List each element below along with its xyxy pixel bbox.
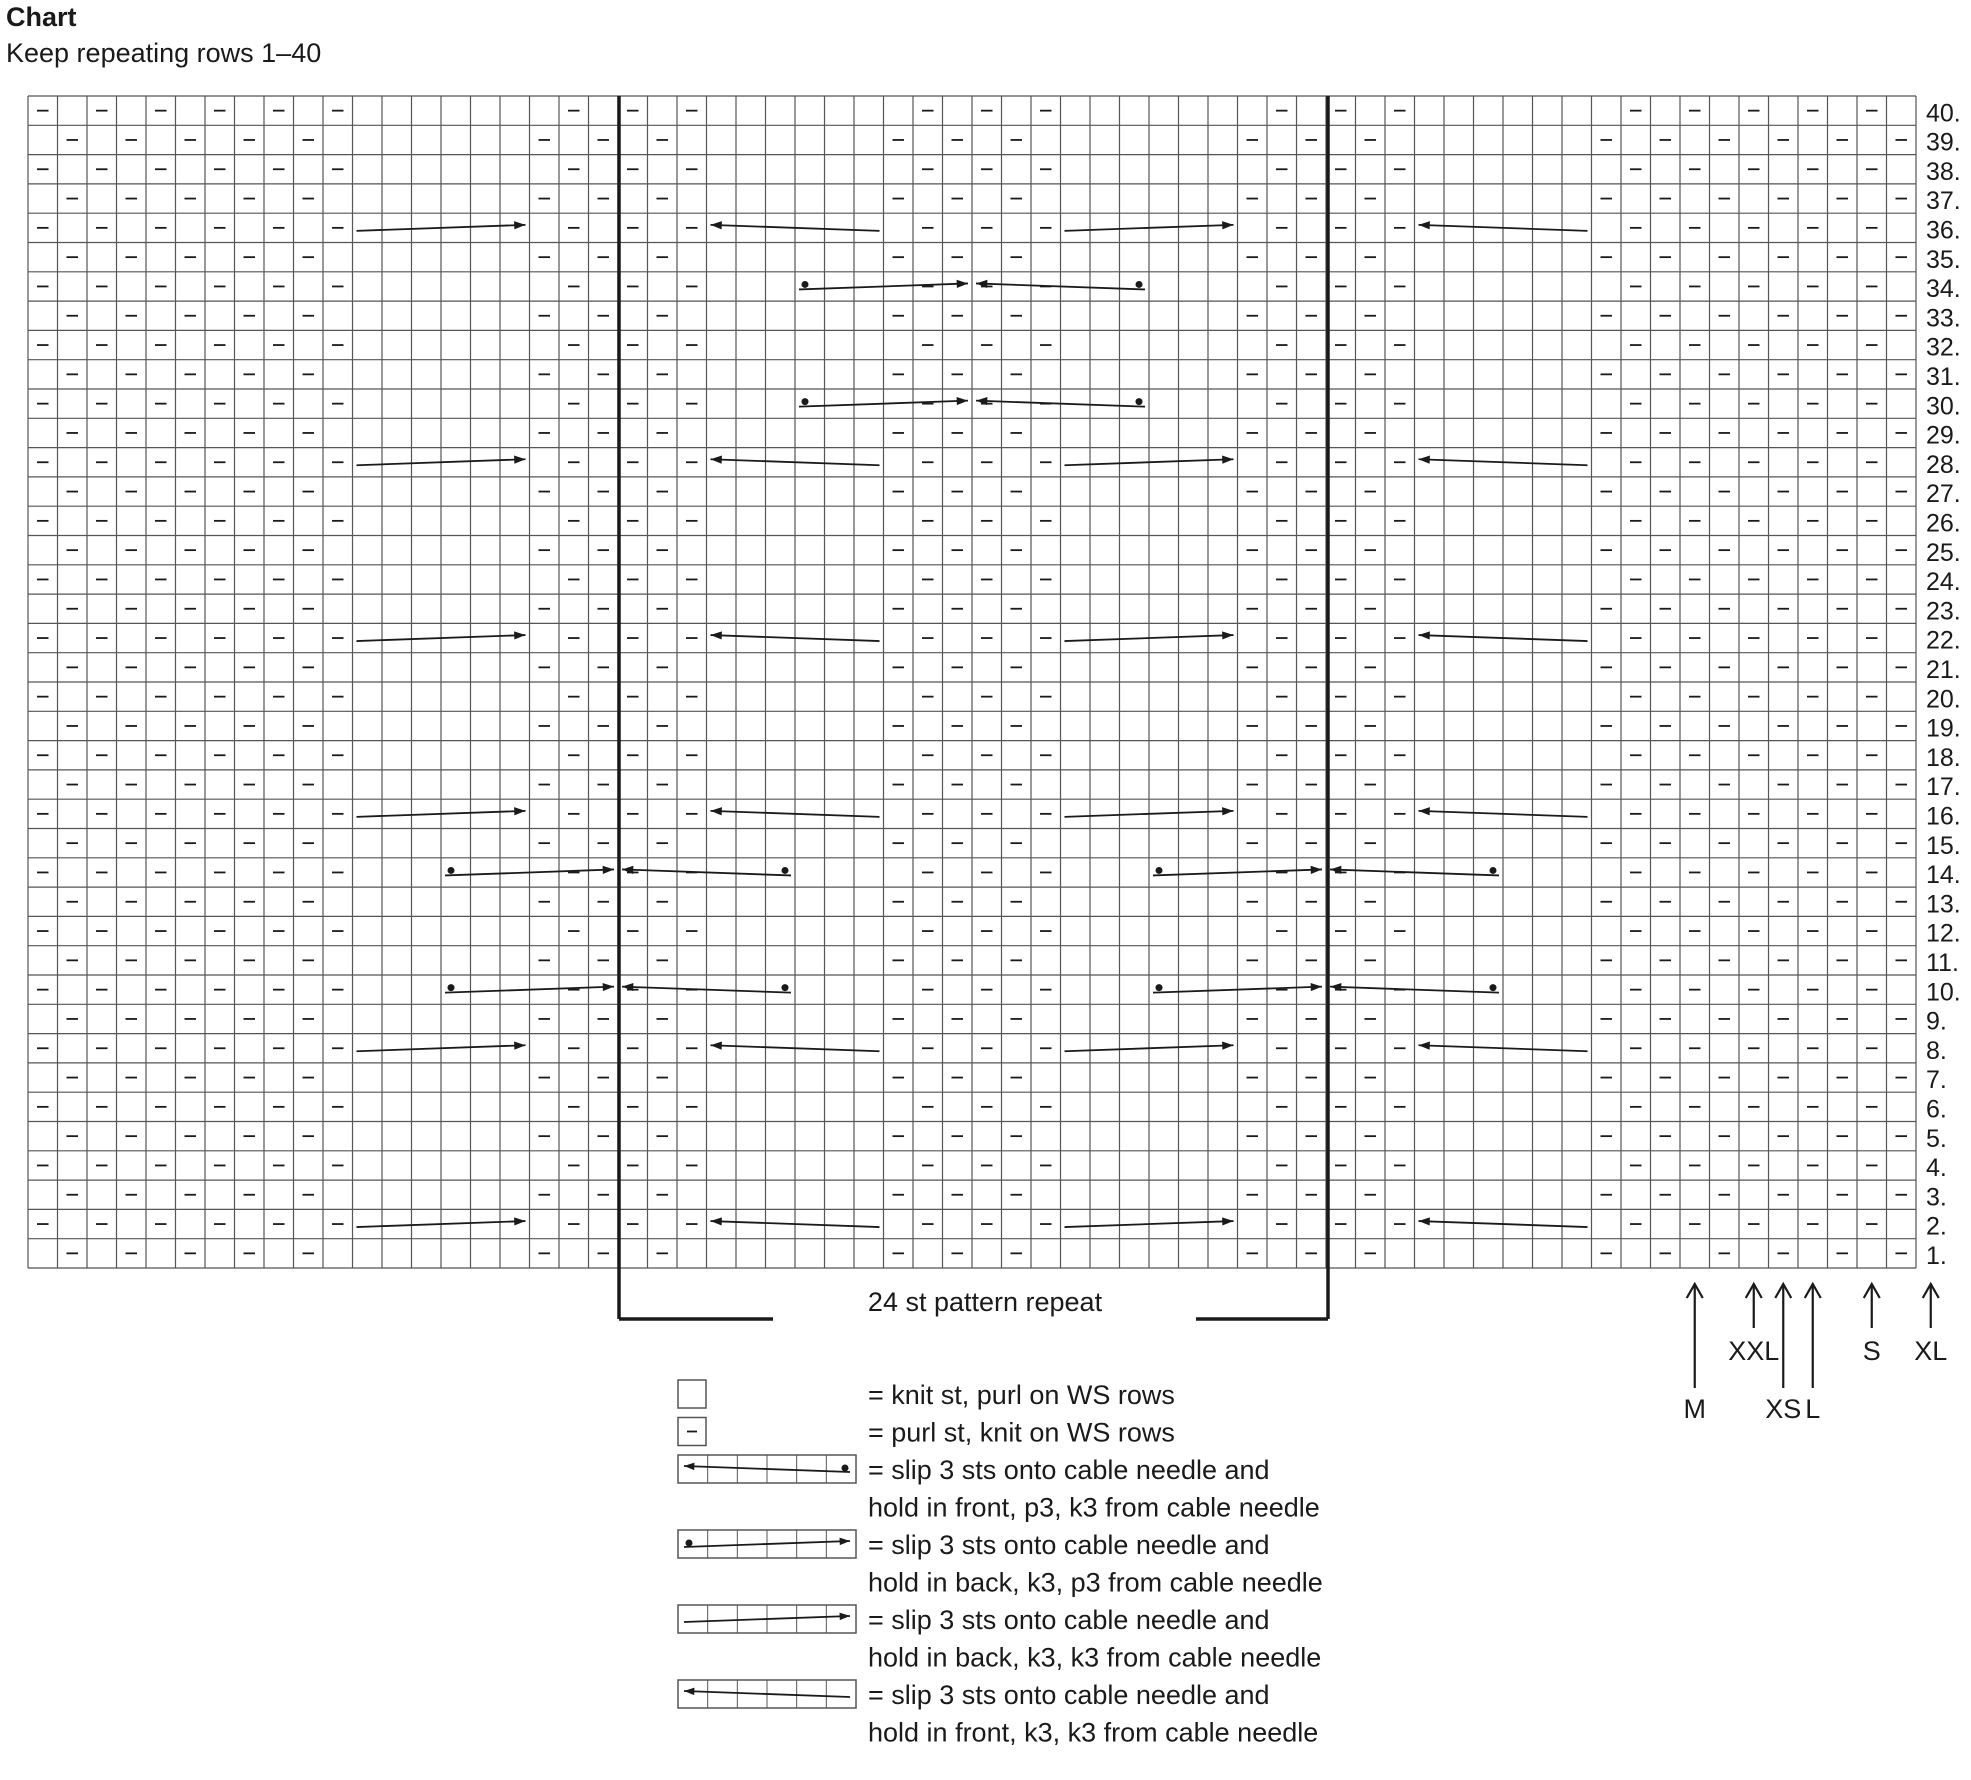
- cable-dot: [448, 867, 455, 874]
- row-number: 1.: [1926, 1242, 1947, 1270]
- row-number: 29.: [1926, 421, 1961, 450]
- cable-dot: [1156, 867, 1163, 874]
- size-label: S: [1862, 1336, 1881, 1366]
- cable-arrowhead: [514, 631, 525, 639]
- legend-text: hold in back, k3, p3 from cable needle: [868, 1567, 1323, 1598]
- row-number: 23.: [1926, 597, 1961, 626]
- row-number: 15.: [1926, 831, 1961, 860]
- cable-arrowhead: [514, 456, 525, 464]
- size-label: M: [1683, 1394, 1706, 1424]
- cable-arrowhead: [1419, 456, 1430, 464]
- legend-text: = slip 3 sts onto cable needle and: [868, 1530, 1270, 1560]
- cable-arrowhead: [1222, 1042, 1233, 1050]
- legend-text: = purl st, knit on WS rows: [868, 1417, 1175, 1448]
- cable-arrowhead: [711, 1042, 722, 1050]
- cable-dot: [802, 281, 809, 288]
- cable-arrowhead: [711, 807, 722, 815]
- row-number: 12.: [1926, 919, 1961, 948]
- row-number: 40.: [1926, 99, 1961, 128]
- cable-dot: [1490, 867, 1497, 874]
- row-number: 20.: [1926, 685, 1961, 714]
- row-number: 33.: [1926, 304, 1961, 333]
- legend: [678, 1380, 1323, 1748]
- row-number: 39.: [1926, 128, 1961, 157]
- row-number: 38.: [1926, 157, 1961, 186]
- stitch-grid: [28, 96, 1916, 1268]
- row-number: 7.: [1926, 1066, 1947, 1095]
- row-number: 32.: [1926, 333, 1961, 362]
- cable-dot: [448, 984, 455, 991]
- cable-dot: [1156, 984, 1163, 991]
- legend-cable-arrowhead: [684, 1688, 694, 1696]
- cable-dot: [1136, 398, 1143, 405]
- cable-arrowhead: [711, 456, 722, 464]
- size-label: XS: [1765, 1394, 1802, 1424]
- row-number: 27.: [1926, 480, 1961, 509]
- row-number: 37.: [1926, 187, 1961, 216]
- legend-text: = slip 3 sts onto cable needle and: [868, 1605, 1270, 1635]
- cable-arrowhead: [514, 1217, 525, 1225]
- cable-arrowhead: [1222, 221, 1233, 229]
- cable-arrowhead: [711, 1217, 722, 1225]
- cable-arrowhead: [514, 807, 525, 815]
- cable-arrowhead: [1222, 631, 1233, 639]
- cable-arrowhead: [514, 221, 525, 229]
- legend-text: hold in back, k3, k3 from cable needle: [868, 1642, 1322, 1673]
- cable-dot: [782, 984, 789, 991]
- row-number: 5.: [1926, 1124, 1947, 1153]
- legend-cable-dot: [842, 1465, 849, 1472]
- cable-dot: [802, 398, 809, 405]
- legend-text: hold in front, k3, k3 from cable needle: [868, 1717, 1319, 1748]
- row-number: 24.: [1926, 568, 1961, 597]
- pattern-repeat-bracket: [619, 96, 1328, 1319]
- cable-arrowhead: [1222, 456, 1233, 464]
- cable-arrowhead: [1419, 221, 1430, 229]
- cable-arrowhead: [1419, 631, 1430, 639]
- cable-dot: [1490, 984, 1497, 991]
- cable-arrowhead: [1222, 807, 1233, 815]
- repeat-label: 24 st pattern repeat: [867, 1287, 1103, 1317]
- row-number: 10.: [1926, 978, 1961, 1007]
- chart-subtitle: Keep repeating rows 1–40: [6, 38, 322, 68]
- row-number: 14.: [1926, 861, 1961, 890]
- row-number: 22.: [1926, 626, 1961, 655]
- cable-arrowhead: [1311, 866, 1322, 874]
- row-numbers: [1926, 99, 1961, 1270]
- cable-arrowhead: [603, 866, 614, 874]
- size-label: XXL: [1728, 1336, 1780, 1366]
- row-number: 2.: [1926, 1212, 1947, 1241]
- legend-text: = slip 3 sts onto cable needle and: [868, 1680, 1270, 1710]
- cable-arrowhead: [514, 1042, 525, 1050]
- row-number: 11.: [1926, 949, 1959, 977]
- legend-text: = knit st, purl on WS rows: [868, 1380, 1175, 1410]
- row-number: 9.: [1926, 1007, 1947, 1036]
- cable-arrowhead: [1419, 807, 1430, 815]
- row-number: 4.: [1926, 1154, 1947, 1183]
- row-number: 3.: [1926, 1183, 1947, 1212]
- legend-cable-arrowhead: [840, 1538, 850, 1546]
- cable-arrowhead: [603, 983, 614, 991]
- legend-text: = slip 3 sts onto cable needle and: [868, 1455, 1270, 1485]
- row-number: 16.: [1926, 802, 1961, 831]
- cable-arrowhead: [957, 397, 968, 405]
- cable-arrowhead: [1311, 983, 1322, 991]
- row-number: 17.: [1926, 773, 1961, 802]
- legend-knit-box: [678, 1380, 706, 1408]
- size-label: XL: [1914, 1336, 1948, 1366]
- row-number: 31.: [1926, 363, 1961, 391]
- size-label: L: [1805, 1394, 1821, 1424]
- row-number: 36.: [1926, 216, 1961, 245]
- size-markers: [1684, 1284, 1948, 1424]
- row-number: 13.: [1926, 890, 1961, 919]
- cable-dot: [782, 867, 789, 874]
- cable-dot: [1136, 281, 1143, 288]
- legend-cable-arrowhead: [840, 1613, 850, 1621]
- row-number: 30.: [1926, 392, 1961, 421]
- cable-arrowhead: [711, 221, 722, 229]
- row-number: 28.: [1926, 450, 1961, 479]
- row-number: 6.: [1926, 1095, 1947, 1124]
- cable-arrowhead: [1222, 1217, 1233, 1225]
- cable-arrowhead: [711, 631, 722, 639]
- row-number: 34.: [1926, 275, 1961, 304]
- row-number: 19.: [1926, 714, 1961, 743]
- row-number: 21.: [1926, 656, 1961, 684]
- legend-text: hold in front, p3, k3 from cable needle: [868, 1492, 1320, 1523]
- row-number: 35.: [1926, 245, 1961, 274]
- cable-arrowhead: [957, 280, 968, 288]
- row-number: 18.: [1926, 743, 1961, 772]
- cable-arrowhead: [1419, 1217, 1430, 1225]
- chart-title: Chart: [6, 2, 77, 32]
- legend-cable-arrowhead: [684, 1463, 694, 1471]
- cable-arrowhead: [1419, 1042, 1430, 1050]
- row-number: 25.: [1926, 538, 1961, 567]
- legend-cable-dot: [686, 1540, 693, 1547]
- row-number: 8.: [1926, 1036, 1947, 1065]
- row-number: 26.: [1926, 509, 1961, 538]
